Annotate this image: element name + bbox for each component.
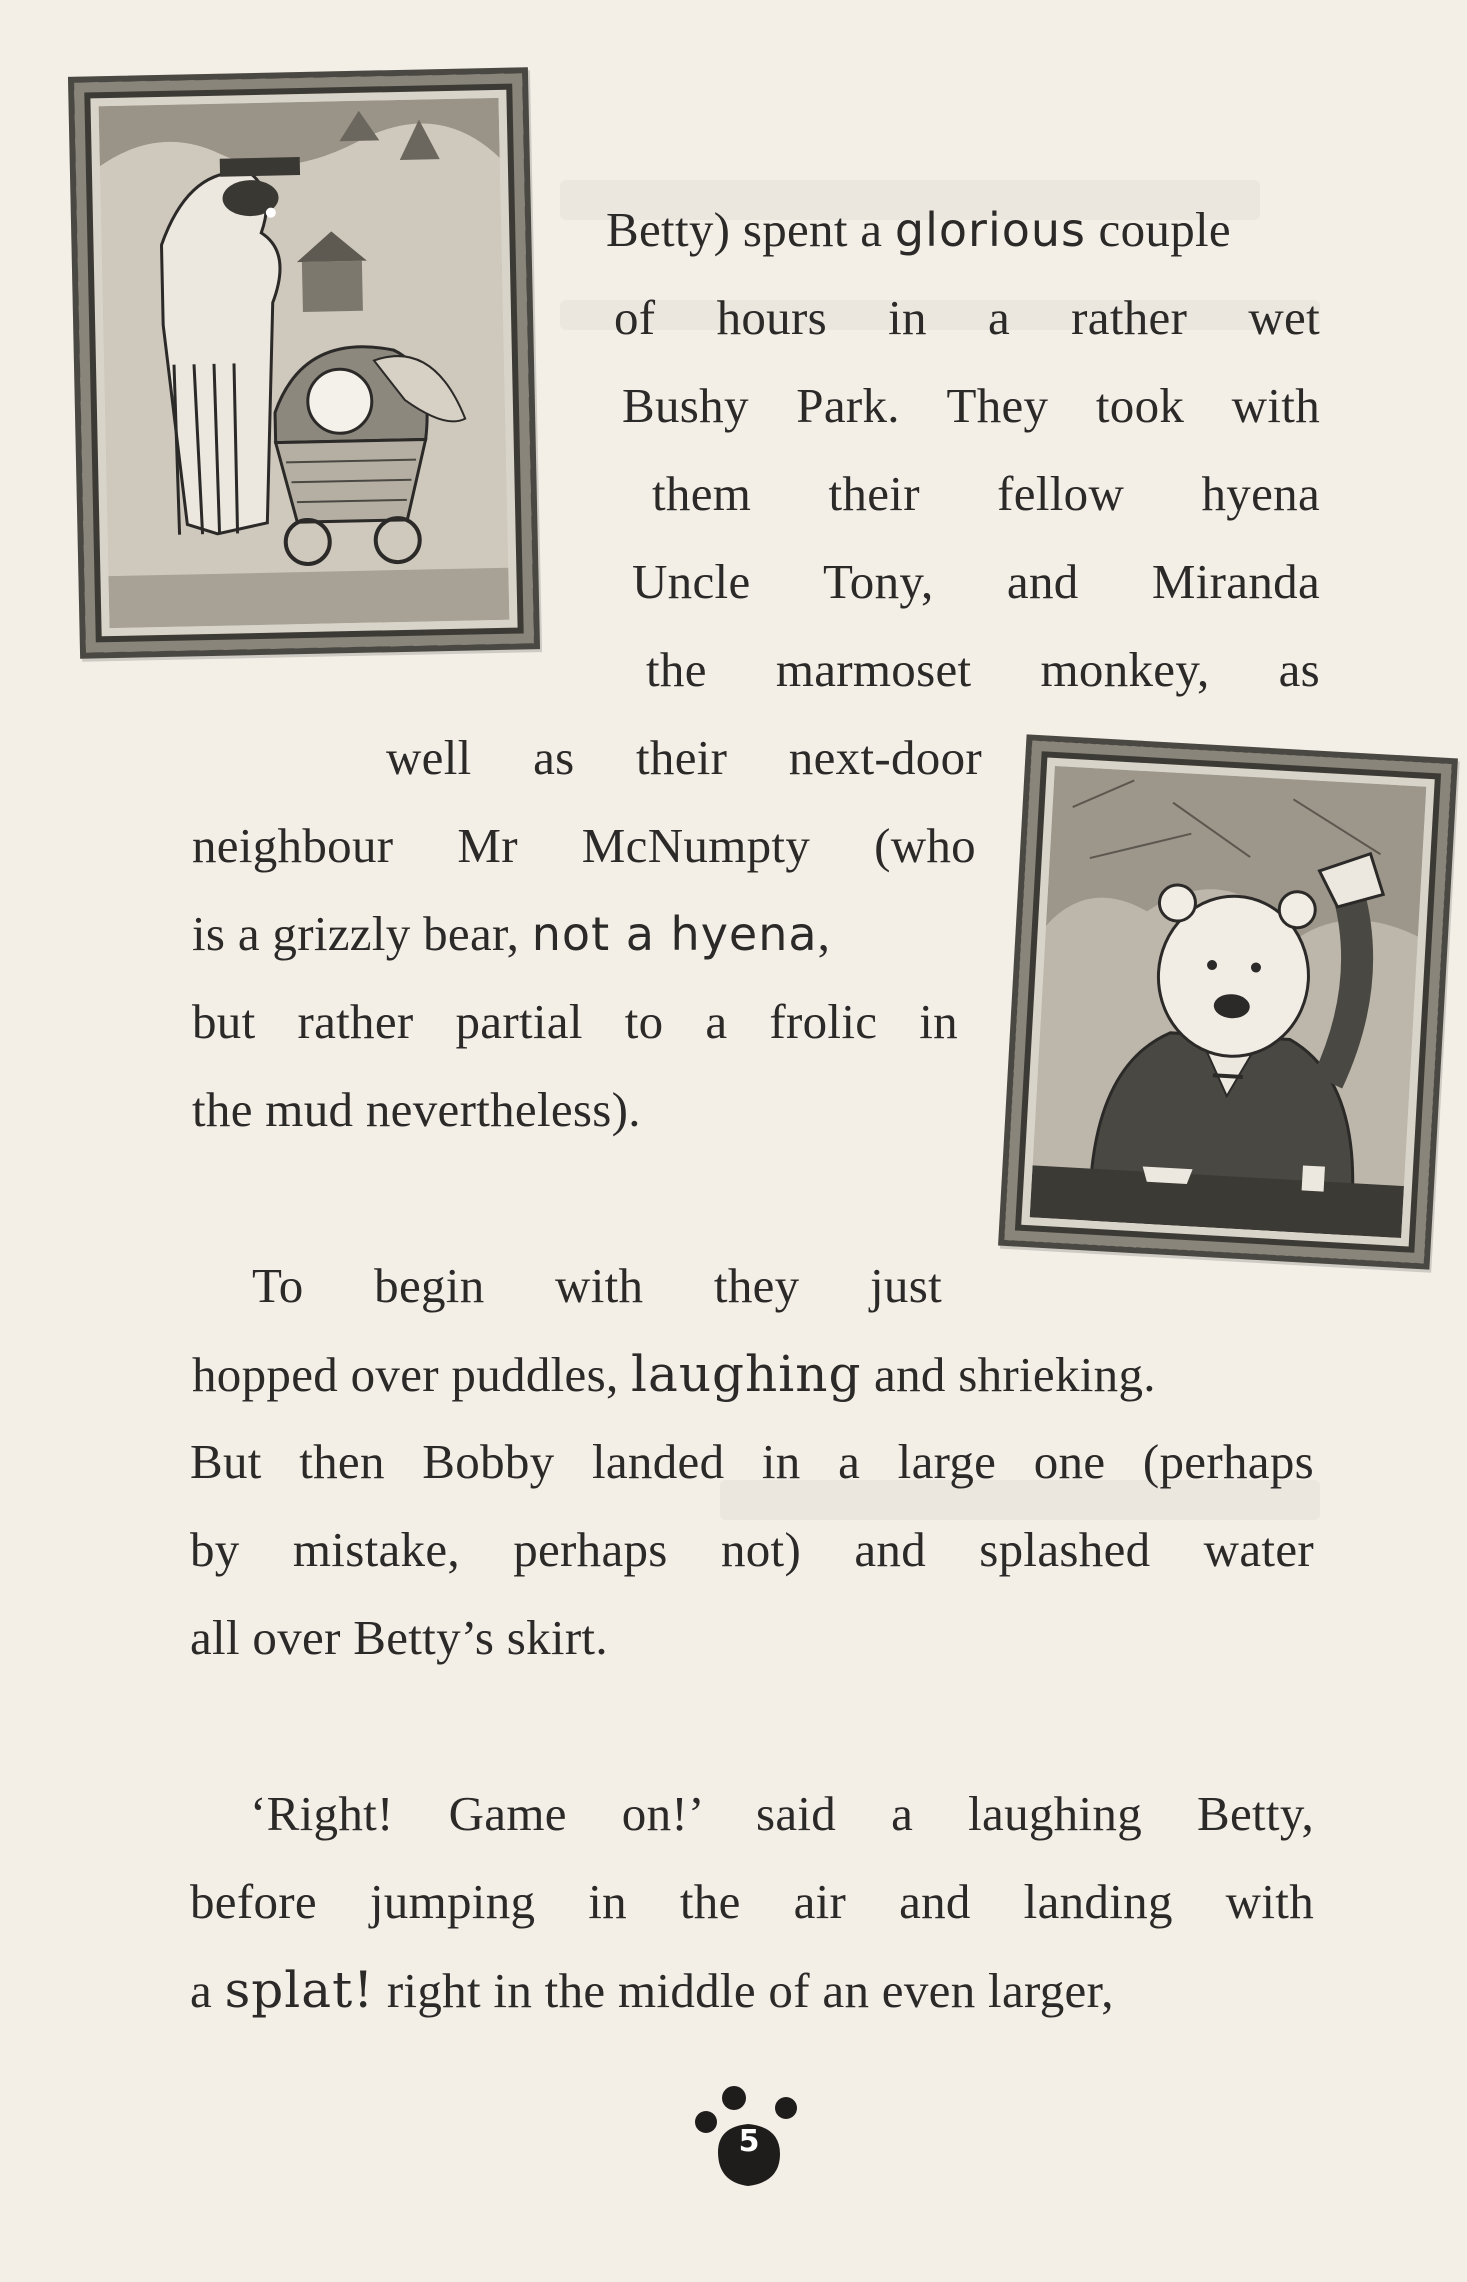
- text-span: a: [190, 1963, 225, 2018]
- text-line: Bushy Park. They took with: [622, 378, 1320, 433]
- text-span: couple: [1086, 202, 1231, 257]
- text-line: before jumping in the air and landing with: [190, 1874, 1314, 1929]
- text-line: of hours in a rather wet: [614, 290, 1320, 345]
- text-line: well as their next-door: [386, 730, 982, 785]
- text-line: neighbour Mr McNumpty (who: [192, 818, 976, 873]
- text-span: and shrieking.: [861, 1347, 1156, 1402]
- text-span: is a grizzly bear,: [192, 906, 532, 961]
- text-line: the mud nevertheless).: [192, 1082, 641, 1137]
- text-line: the marmoset monkey, as: [646, 642, 1320, 697]
- text-line: them their fellow hyena: [652, 466, 1320, 521]
- text-line: by mistake, perhaps not) and splashed water: [190, 1522, 1314, 1577]
- emphasis-word: splat!: [224, 1961, 375, 2019]
- text-line: but rather partial to a frolic in: [192, 994, 958, 1049]
- text-line: Uncle Tony, and Miranda: [632, 554, 1320, 609]
- text-line: But then Bobby landed in a large one (perhaps: [190, 1434, 1314, 1489]
- text-line: [192, 904, 982, 964]
- page-number: 5: [738, 2124, 760, 2159]
- text-line: [192, 1344, 1322, 1405]
- grizzly-bear-drawing: [1030, 766, 1427, 1238]
- text-span: Betty) spent a: [606, 202, 895, 257]
- text-span: hopped over puddles,: [192, 1347, 632, 1402]
- hyena-pram-drawing: [99, 98, 510, 628]
- text-line: all over Betty’s skirt.: [190, 1610, 608, 1665]
- emphasis-word: glorious: [894, 203, 1086, 257]
- text-line: To begin with they just: [252, 1258, 942, 1313]
- text-span: right in the middle of an even larger,: [374, 1963, 1114, 2018]
- text-span: ,: [817, 906, 831, 961]
- text-line: [606, 200, 1320, 260]
- illustration-hyena-pram: [68, 67, 540, 659]
- text-line: [190, 1960, 1314, 2021]
- emphasis-word: laughing: [631, 1345, 862, 1403]
- emphasis-phrase: not a hyena: [531, 907, 818, 961]
- text-line: ‘Right! Game on!’ said a laughing Betty,: [250, 1786, 1314, 1841]
- illustration-grizzly-bear: [998, 734, 1458, 1269]
